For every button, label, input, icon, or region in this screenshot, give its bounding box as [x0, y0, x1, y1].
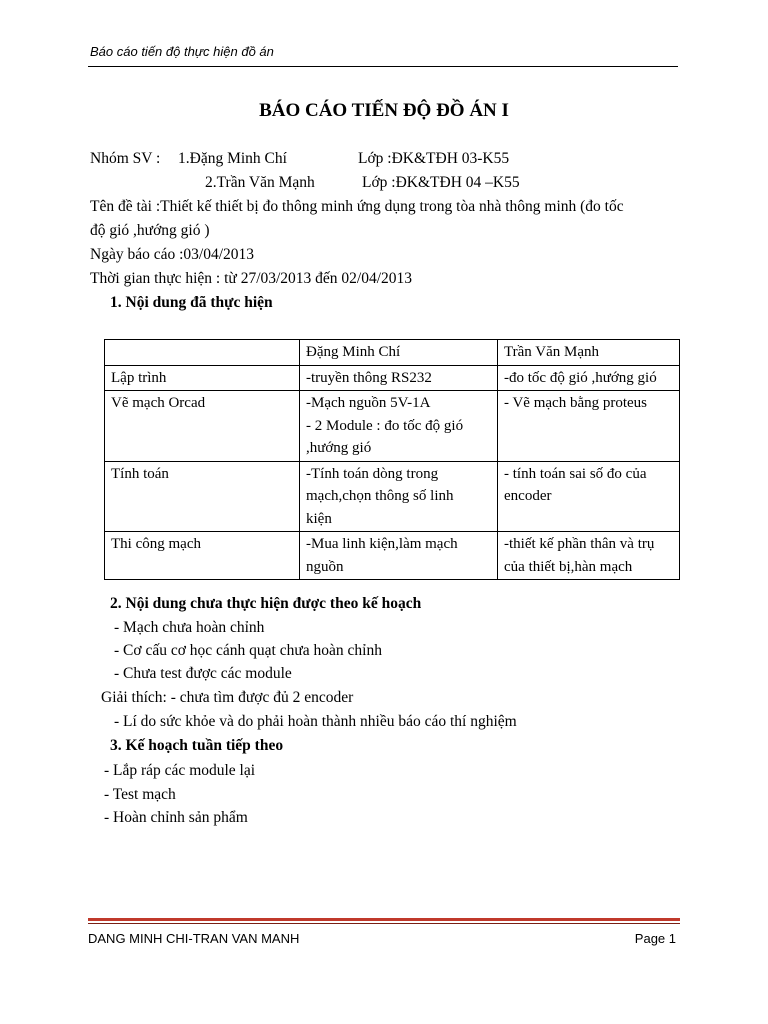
cell-line: -Tính toán dòng trong [306, 465, 439, 482]
header-rule [88, 66, 678, 67]
task-cell: Tính toán [105, 461, 300, 532]
member-1: 1.Đặng Minh Chí [178, 150, 287, 167]
group-label: Nhóm SV : [90, 150, 161, 167]
cell-line: của thiết bị,hàn mạch [504, 558, 633, 575]
manh-cell [498, 532, 680, 580]
table-header-cell: Trần Văn Mạnh [498, 340, 680, 366]
progress-table [104, 339, 680, 580]
cell-line: -Mua linh kiện,làm mạch [306, 536, 458, 552]
manh-cell [498, 365, 680, 391]
pending-item: - Chưa test được các module [114, 665, 292, 682]
cell-line: -đo tốc độ gió ,hướng gió [504, 369, 657, 386]
class-2: Lớp :ĐK&TĐH 04 –K55 [362, 174, 520, 191]
plan-item: - Hoàn chỉnh sản phẩm [104, 809, 248, 826]
explanation: Giải thích: - chưa tìm được đủ 2 encoder [101, 689, 354, 706]
plan-item: - Lắp ráp các module lại [104, 762, 256, 779]
chi-cell [300, 365, 498, 391]
cell-line: - 2 Module : đo tốc độ gió [306, 417, 464, 434]
reason: - Lí do sức khỏe và do phải hoàn thành nhiều báo cáo thí nghiệm [114, 713, 517, 730]
cell-line: ,hướng gió [306, 440, 372, 456]
cell-line: mạch,chọn thông số linh [306, 488, 454, 504]
task-cell: Thi công mạch [105, 532, 300, 580]
period: Thời gian thực hiện : từ 27/03/2013 đến 02/04/2013 [90, 270, 413, 287]
topic-line-1: Tên đề tài :Thiết kế thiết bị đo thông minh ứng dụng trong tòa nhà thông minh (đo tốc [90, 198, 624, 215]
cell-line: - tính toán sai số đo của [504, 465, 647, 482]
footer-authors: DANG MINH CHI-TRAN VAN MANH [88, 931, 300, 946]
table-row [105, 532, 680, 580]
section-3-heading: 3. Kế hoạch tuần tiếp theo [110, 737, 284, 754]
table-header-row [105, 340, 680, 366]
class-1: Lớp :ĐK&TĐH 03-K55 [358, 150, 510, 167]
cell-line: - Vẽ mạch bằng proteus [504, 395, 648, 411]
cell-line: nguồn [306, 558, 344, 575]
manh-cell [498, 391, 680, 462]
footer-rule [88, 918, 680, 921]
cell-line: -truyền thông RS232 [306, 369, 432, 386]
table-row [105, 461, 680, 532]
member-2: 2.Trần Văn Mạnh [205, 174, 315, 191]
page-number: Page 1 [634, 931, 676, 946]
page-header: Báo cáo tiến độ thực hiện đồ án [90, 44, 274, 59]
task-cell: Lập trình [105, 365, 300, 391]
manh-cell [498, 461, 680, 532]
topic-line-2: độ gió ,hướng gió ) [90, 222, 210, 239]
chi-cell [300, 391, 498, 462]
table-row [105, 365, 680, 391]
cell-line: -Mạch nguồn 5V-1A [306, 395, 431, 411]
section-2-heading: 2. Nội dung chưa thực hiện được theo kế hoạch [110, 595, 422, 612]
table-header-cell: Đặng Minh Chí [300, 340, 498, 366]
section-1-heading: 1. Nội dung đã thực hiện [110, 294, 273, 311]
table-row [105, 391, 680, 462]
plan-item: - Test mạch [104, 786, 176, 803]
cell-line: kiện [306, 510, 332, 527]
pending-item: - Cơ cấu cơ học cánh quạt chưa hoàn chỉnh [114, 642, 382, 659]
report-date: Ngày báo cáo :03/04/2013 [90, 246, 255, 263]
pending-item: - Mạch chưa hoàn chỉnh [114, 619, 265, 636]
document-title: BÁO CÁO TIẾN ĐỘ ĐỒ ÁN I [259, 100, 509, 121]
footer-rule-thin [88, 923, 680, 924]
chi-cell [300, 532, 498, 580]
cell-line: -thiết kế phần thân và trụ [504, 536, 655, 552]
table-header-cell [105, 340, 300, 366]
task-cell: Vẽ mạch Orcad [105, 391, 300, 462]
cell-line: encoder [504, 488, 552, 504]
chi-cell [300, 461, 498, 532]
